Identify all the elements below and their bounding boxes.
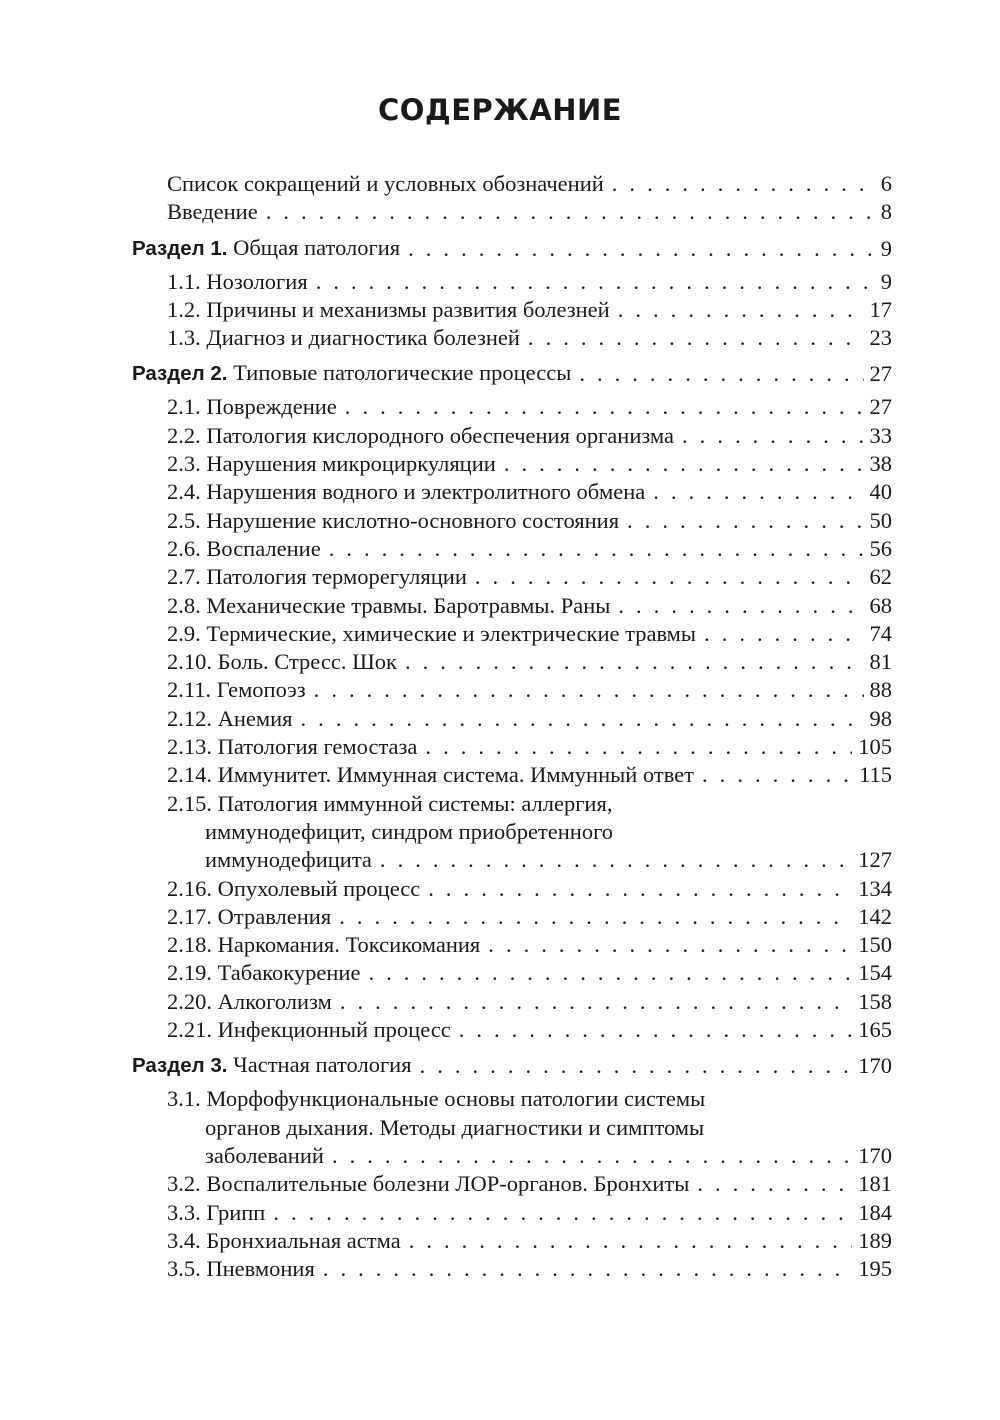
- toc-entry[interactable]: [132, 648, 892, 676]
- toc-entry-label: Введение: [167, 199, 258, 225]
- toc-entry[interactable]: [132, 761, 892, 789]
- page-number: 189: [858, 1227, 892, 1253]
- dot-leader: [340, 988, 852, 1016]
- dot-leader: [618, 296, 864, 324]
- toc-entry-line[interactable]: органов дыхания. Методы диагностики и симптомы: [205, 1114, 705, 1140]
- page-number: 195: [858, 1256, 892, 1282]
- toc-entry-label: Список сокращений и условных обозначений: [167, 171, 604, 196]
- dot-leader: [316, 268, 875, 296]
- dot-leader: [329, 535, 864, 563]
- toc-entry-label: 2.16. Опухолевый процесс: [167, 875, 421, 901]
- dot-leader: [504, 450, 864, 478]
- toc-entry-label: 2.17. Отравления: [167, 903, 332, 929]
- toc-entry-label: [132, 1049, 412, 1081]
- toc-section-3[interactable]: [132, 1050, 892, 1081]
- dot-leader: [420, 1050, 853, 1081]
- dot-leader: [653, 478, 863, 506]
- page-number: 27: [869, 394, 892, 420]
- toc-entry[interactable]: [132, 324, 892, 352]
- page-number: 158: [858, 988, 892, 1014]
- page-number: 142: [858, 903, 892, 929]
- dot-leader: [339, 903, 852, 931]
- page-number: 105: [858, 734, 892, 760]
- toc-entry-label: 2.19. Табакокурение: [167, 960, 361, 986]
- toc-entry-label: заболеваний: [205, 1142, 324, 1168]
- dot-leader: [704, 620, 863, 648]
- toc-entry-line[interactable]: 3.1. Морфофункциональные основы патологии системы: [167, 1086, 706, 1112]
- page-number: 170: [858, 1142, 892, 1168]
- toc-entry-label: 3.4. Бронхиальная астма: [167, 1227, 401, 1253]
- page-number: 27: [869, 361, 892, 387]
- page-number: 40: [869, 479, 892, 505]
- toc-entry-label: 2.14. Иммунитет. Иммунная система. Иммунный ответ: [167, 762, 695, 788]
- toc-entry[interactable]: [132, 1255, 892, 1283]
- page-number: 9: [880, 268, 892, 294]
- dot-leader: [425, 733, 852, 761]
- page-number: 127: [858, 847, 892, 873]
- toc-entry[interactable]: [132, 563, 892, 591]
- toc-entry[interactable]: [132, 846, 892, 874]
- toc-entry-label: 2.12. Анемия: [167, 705, 293, 731]
- dot-leader: [408, 233, 875, 264]
- dot-leader: [618, 592, 863, 620]
- dot-leader: [579, 358, 863, 389]
- toc-front-entry[interactable]: [132, 170, 892, 198]
- dot-leader: [697, 1170, 852, 1198]
- page-number: 154: [858, 960, 892, 986]
- dot-leader: [345, 393, 864, 421]
- toc-entry-label: 2.4. Нарушения водного и электролитного обмена: [167, 479, 646, 505]
- toc-entry[interactable]: [132, 959, 892, 987]
- toc-entry-line[interactable]: 2.15. Патология иммунной системы: аллергия,: [167, 790, 613, 816]
- toc-entry-label: 3.2. Воспалительные болезни ЛОР-органов. Бронхиты: [167, 1171, 690, 1197]
- dot-leader: [301, 705, 864, 733]
- dot-leader: [428, 875, 852, 903]
- page-number: 9: [880, 235, 892, 261]
- toc-entry[interactable]: [132, 903, 892, 931]
- table-of-contents: [132, 170, 892, 1283]
- dot-leader: [702, 761, 853, 789]
- page-number: 98: [869, 705, 892, 731]
- toc-entry-label: 1.2. Причины и механизмы развития болезней: [167, 296, 610, 322]
- toc-entry-label: 3.5. Пневмония: [167, 1256, 315, 1282]
- page-number: 88: [869, 677, 892, 703]
- toc-entry[interactable]: [132, 676, 892, 704]
- dot-leader: [528, 324, 864, 352]
- page-number: 23: [869, 325, 892, 351]
- toc-section-1[interactable]: [132, 233, 892, 264]
- page-number: 181: [858, 1171, 892, 1197]
- toc-entry-label: 2.9. Термические, химические и электрические травмы: [167, 620, 697, 646]
- toc-entry[interactable]: [132, 1142, 892, 1170]
- toc-entry[interactable]: [132, 1199, 892, 1227]
- dot-leader: [405, 648, 864, 676]
- dot-leader: [314, 676, 864, 704]
- dot-leader: [459, 1016, 853, 1044]
- dot-leader: [273, 1199, 852, 1227]
- page-number: 8: [880, 199, 892, 225]
- dot-leader: [682, 422, 863, 450]
- dot-leader: [409, 1227, 853, 1255]
- page-number: 50: [869, 507, 892, 533]
- toc-entry-label: 2.13. Патология гемостаза: [167, 734, 418, 760]
- toc-entry[interactable]: [132, 620, 892, 648]
- toc-entry[interactable]: [132, 507, 892, 535]
- dot-leader: [332, 1142, 852, 1170]
- toc-entry-label: 2.20. Алкоголизм: [167, 988, 332, 1014]
- toc-entry-label: 2.21. Инфекционный процесс: [167, 1017, 451, 1043]
- toc-entry-label: 2.6. Воспаление: [167, 535, 321, 561]
- toc-entry[interactable]: [132, 1227, 892, 1255]
- toc-entry-label: 2.7. Патология терморегуляции: [167, 564, 467, 590]
- toc-entry-label: 2.1. Повреждение: [167, 394, 337, 420]
- toc-entry[interactable]: [132, 988, 892, 1016]
- toc-entry-label: 2.18. Наркомания. Токсикомания: [167, 932, 481, 958]
- toc-entry[interactable]: [132, 733, 892, 761]
- toc-entry-label: 1.1. Нозология: [167, 268, 308, 294]
- dot-leader: [612, 170, 875, 198]
- toc-entry-label: 2.3. Нарушения микроциркуляции: [167, 451, 496, 477]
- toc-entry-label: 2.8. Механические травмы. Баротравмы. Раны: [167, 592, 611, 618]
- toc-entry-label: [132, 232, 400, 264]
- section-title: Типовые патологические процессы: [233, 360, 572, 386]
- dot-leader: [380, 846, 852, 874]
- toc-entry-label: 2.2. Патология кислородного обеспечения организма: [167, 422, 675, 448]
- page-number: 115: [859, 762, 892, 788]
- toc-entry[interactable]: [132, 296, 892, 324]
- page-number: 134: [858, 875, 892, 901]
- toc-entry[interactable]: [132, 705, 892, 733]
- toc-entry[interactable]: [132, 592, 892, 620]
- toc-entry-label: 2.5. Нарушение кислотно-основного состояния: [167, 507, 620, 533]
- page-number: 170: [858, 1053, 892, 1079]
- toc-entry[interactable]: [132, 268, 892, 296]
- toc-section-2[interactable]: [132, 358, 892, 389]
- toc-entry[interactable]: [132, 393, 892, 421]
- page-number: 62: [869, 564, 892, 590]
- dot-leader: [266, 198, 875, 226]
- page-number: 74: [869, 620, 892, 646]
- toc-front-entry[interactable]: [132, 198, 892, 226]
- dot-leader: [323, 1255, 852, 1283]
- toc-entry-label: 2.10. Боль. Стресс. Шок: [167, 649, 397, 675]
- toc-entry-label: 3.3. Грипп: [167, 1199, 266, 1225]
- toc-entry[interactable]: [132, 422, 892, 450]
- page-title: СОДЕРЖАНИЕ: [377, 93, 623, 127]
- page-number: 33: [869, 422, 892, 448]
- toc-entry[interactable]: [132, 1016, 892, 1044]
- section-title: Общая патология: [233, 234, 401, 260]
- page-number: 68: [869, 592, 892, 618]
- toc-entry-label: иммунодефицита: [205, 847, 372, 873]
- toc-entry-line[interactable]: иммунодефицит, синдром приобретенного: [205, 818, 613, 844]
- toc-entry-label: 2.11. Гемопоэз: [167, 677, 306, 703]
- section-prefix: Раздел 2.: [132, 362, 228, 386]
- page-number: 165: [858, 1017, 892, 1043]
- dot-leader: [475, 563, 864, 591]
- section-title: Частная патология: [233, 1052, 412, 1078]
- toc-entry[interactable]: [132, 1170, 892, 1198]
- page-number: 6: [880, 171, 892, 196]
- dot-leader: [368, 959, 852, 987]
- page-number: 38: [869, 451, 892, 477]
- section-prefix: Раздел 1.: [132, 236, 228, 260]
- toc-entry-label: [132, 357, 571, 389]
- toc-entry[interactable]: [132, 535, 892, 563]
- section-prefix: Раздел 3.: [132, 1054, 228, 1078]
- page-number: 56: [869, 535, 892, 561]
- toc-entry-label: 1.3. Диагноз и диагностика болезней: [167, 325, 520, 351]
- toc-entry[interactable]: [132, 875, 892, 903]
- page-number: 184: [858, 1199, 892, 1225]
- toc-entry[interactable]: [132, 478, 892, 506]
- toc-entry[interactable]: [132, 931, 892, 959]
- toc-entry[interactable]: [132, 450, 892, 478]
- dot-leader: [627, 507, 863, 535]
- page-number: 150: [858, 932, 892, 958]
- dot-leader: [488, 931, 852, 959]
- page-number: 17: [869, 296, 892, 322]
- page-number: 81: [869, 649, 892, 675]
